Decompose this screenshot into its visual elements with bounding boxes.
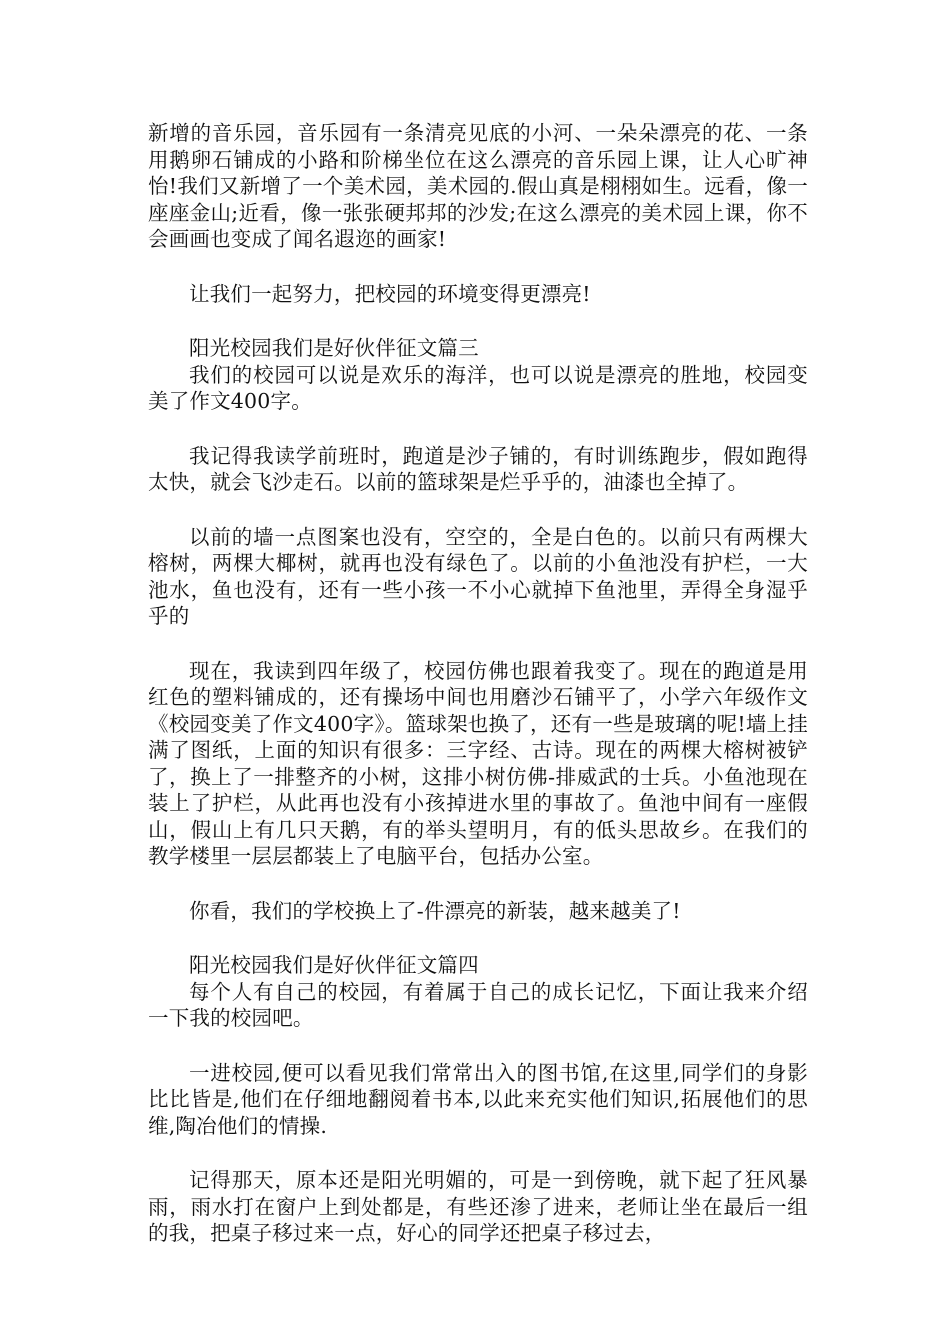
paragraph-preschool-memory: 我记得我读学前班时，跑道是沙子铺的，有时训练跑步，假如跑得太快，就会飞沙走石。以前的篮球架是烂乎乎的，油漆也全掉了。: [148, 443, 808, 494]
section-heading-four: 阳光校园我们是好伙伴征文篇四: [189, 953, 479, 977]
section-heading-three: 阳光校园我们是好伙伴征文篇三: [189, 336, 479, 360]
paragraph-new-look: 你看，我们的学校换上了-件漂亮的新装，越来越美了!: [189, 898, 681, 923]
document-page: [148, 120, 808, 1247]
paragraph-library: 一进校园,便可以看见我们常常出入的图书馆,在这里,同学们的身影比比皆是,他们在仔细地翻阅着书本,以此来充实他们知识,拓展他们的思维,陶冶他们的情操.: [148, 1060, 808, 1138]
paragraph-work-together: 让我们一起努力，把校园的环境变得更漂亮!: [189, 281, 591, 306]
paragraph-old-campus: 以前的墙一点图案也没有，空空的，全是白色的。以前只有两棵大榕树，两棵大椰树，就再也没有绿色了。以前的小鱼池没有护栏，一大池水，鱼也没有，还有一些小孩一不小心就掉下鱼池里，弄得全身湿乎乎的: [148, 524, 808, 628]
paragraph-new-campus: 现在，我读到四年级了，校园仿佛也跟着我变了。现在的跑道是用红色的塑料铺成的，还有操场中间也用磨沙石铺平了，小学六年级作文《校园变美了作文400字》。篮球架也换了，还有一些是玻璃的呢!墙上挂满了图纸，上面的知识有很多：三字经、古诗。现在的两棵大榕树被铲了，换上了一排整齐的小树，这排小树仿佛-排威武的士兵。小鱼池现在装上了护栏，从此再也没有小孩掉进水里的事故了。鱼池中间有一座假山，假山上有几只天鹅，有的举头望明月，有的低头思故乡。在我们的教学楼里一层层都装上了电脑平台，包括办公室。: [148, 658, 808, 868]
paragraph-my-campus-intro: 每个人有自己的校园，有着属于自己的成长记忆，下面让我来介绍一下我的校园吧。: [148, 979, 808, 1030]
paragraph-rainy-day: 记得那天，原本还是阳光明媚的，可是一到傍晚，就下起了狂风暴雨，雨水打在窗户上到处都是，有些还渗了进来，老师让坐在最后一组的我，把桌子移过来一点，好心的同学还把桌子移过去，: [148, 1168, 808, 1245]
paragraph-music-art-garden: 新增的音乐园，音乐园有一条清亮见底的小河、一朵朵漂亮的花、一条用鹅卵石铺成的小路和阶梯坐位在这么漂亮的音乐园上课，让人心旷神怡!我们又新增了一个美术园，美术园的.假山真是栩栩如生。远看，像一座座金山;近看，像一张张硬邦邦的沙发;在这么漂亮的美术园上课，你不会画画也变成了闻名遐迩的画家!: [148, 121, 808, 251]
paragraph-campus-intro: 我们的校园可以说是欢乐的海洋，也可以说是漂亮的胜地，校园变美了作文400字。: [148, 362, 808, 413]
